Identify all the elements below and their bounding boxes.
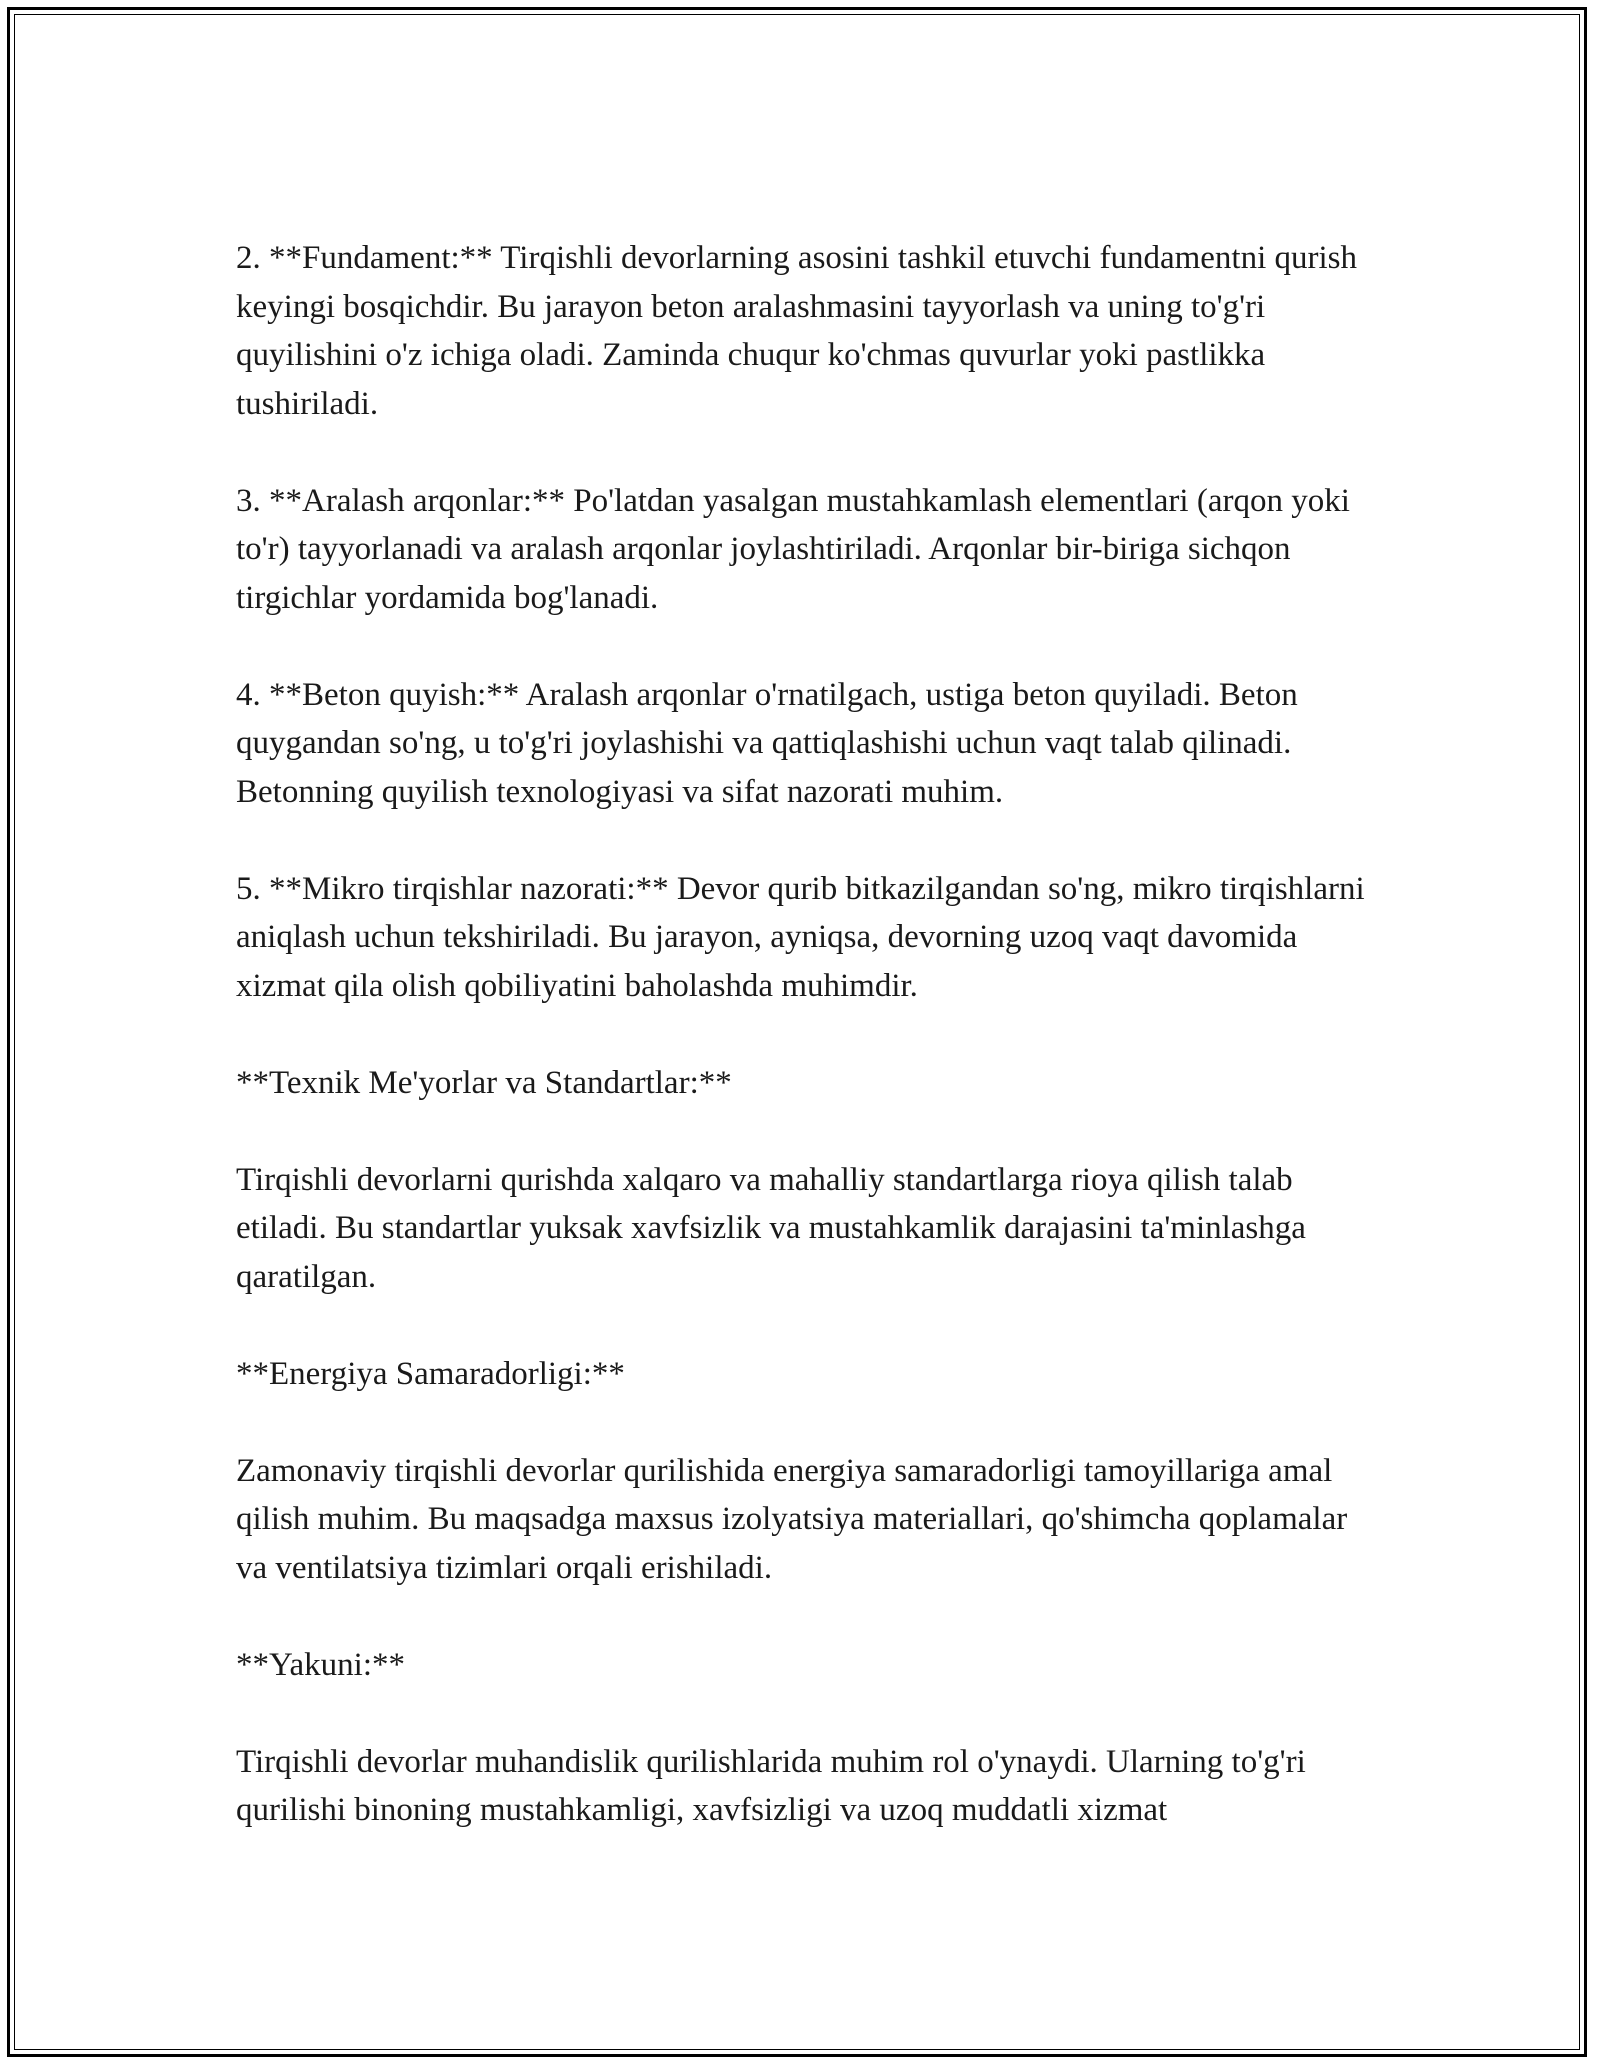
heading-energiya-samaradorligi: **Energiya Samaradorligi:**	[236, 1355, 625, 1392]
paragraph-standartlar: Tirqishli devorlarni qurishda xalqaro va mahalliy standartlarga rioya qilish talab etiladi. Bu standartlar yuksak xavfsizlik va mustahkamlik darajasini ta'minlashga qaratilgan.	[236, 1161, 1306, 1295]
heading-texnik-meyorlar: **Texnik Me'yorlar va Standartlar:**	[236, 1064, 732, 1101]
paragraph-yakuni: Tirqishli devorlar muhandislik qurilishlarida muhim rol o'ynaydi. Ularning to'g'ri qurilishi binoning mustahkamligi, xavfsizligi va uzoq muddatli xizmat	[236, 1743, 1306, 1828]
paragraph-fundament: 2. **Fundament:** Tirqishli devorlarning asosini tashkil etuvchi fundamentni qurish keyingi bosqichdir. Bu jarayon beton aralashmasini tayyorlash va uning to'g'ri quyilishini o'z ichiga oladi. Zaminda chuqur ko'chmas quvurlar yoki pastlikka tushiriladi.	[236, 240, 1358, 422]
document-body	[236, 234, 1376, 1835]
heading-yakuni: **Yakuni:**	[236, 1646, 406, 1683]
paragraph-mikro-tirqishlar: 5. **Mikro tirqishlar nazorati:** Devor qurib bitkazilgandan so'ng, mikro tirqishlarni aniqlash uchun tekshiriladi. Bu jarayon, ayniqsa, devorning uzoq vaqt davomida xizmat qila olish qobiliyatini baholashda muhimdir.	[236, 870, 1365, 1004]
paragraph-aralash-arqonlar: 3. **Aralash arqonlar:** Po'latdan yasalgan mustahkamlash elementlari (arqon yoki to'r) tayyorlanadi va aralash arqonlar joylashtiriladi. Arqonlar bir-biriga sichqon tirgichlar yordamida bog'lanadi.	[236, 482, 1350, 616]
paragraph-beton-quyish: 4. **Beton quyish:** Aralash arqonlar o'rnatilgach, ustiga beton quyiladi. Beton quygandan so'ng, u to'g'ri joylashishi va qattiqlashishi uchun vaqt talab qilinadi. Betonning quyilish texnologiyasi va sifat nazorati muhim.	[236, 676, 1298, 810]
paragraph-energiya: Zamonaviy tirqishli devorlar qurilishida energiya samaradorligi tamoyillariga amal qilish muhim. Bu maqsadga maxsus izolyatsiya materiallari, qo'shimcha qoplamalar va ventilatsiya tizimlari orqali erishiladi.	[236, 1452, 1348, 1586]
